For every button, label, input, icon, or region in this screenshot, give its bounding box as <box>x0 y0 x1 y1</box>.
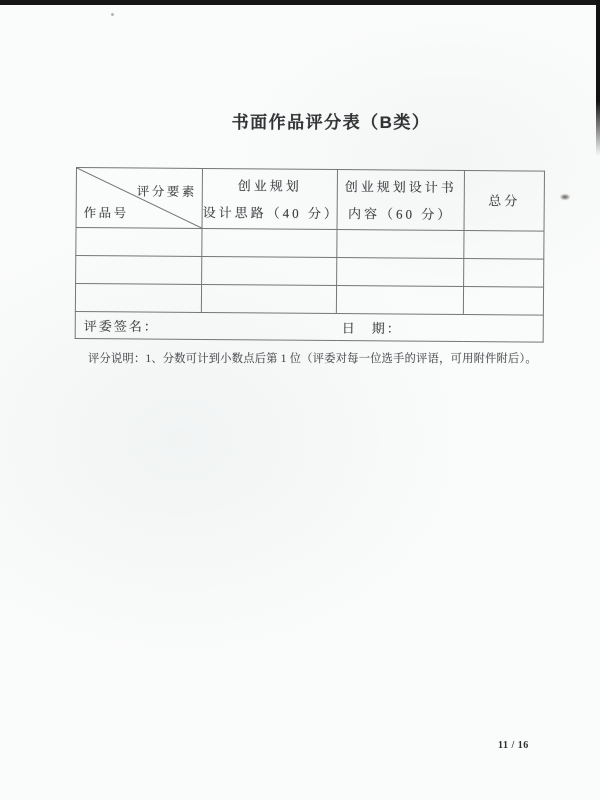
scan-speck <box>111 13 114 16</box>
column-header-line: 设计思路（40 分） <box>202 204 340 221</box>
signature-date-cell <box>75 311 543 342</box>
table-row <box>75 284 543 316</box>
table-cell <box>464 259 544 288</box>
document-title: 书面作品评分表（B类） <box>231 113 431 132</box>
table-row <box>76 228 544 260</box>
corner-header-cell <box>76 168 202 229</box>
table-row <box>76 256 544 288</box>
column-header-line: 创业规划 <box>237 177 302 194</box>
scoring-instructions-note: 评分说明：1、分数可计到小数点后第 1 位（评委对每一位选手的评语，可用附件附后）。 <box>88 353 537 365</box>
table-cell <box>337 230 464 259</box>
date-label: 日 期： <box>341 320 402 337</box>
table-cell <box>202 256 337 285</box>
table-cell <box>463 287 543 316</box>
table-footer-row <box>75 311 543 342</box>
table-cell <box>76 228 202 257</box>
scoring-table <box>75 167 545 343</box>
table-cell <box>75 284 201 313</box>
column-header-plan-content <box>337 170 464 231</box>
corner-work-label: 作品号 <box>83 206 129 221</box>
table-header-row <box>76 168 544 232</box>
corner-factor-label: 评分要素 <box>136 184 197 199</box>
scan-smudge-mark <box>560 194 570 200</box>
table-cell <box>76 256 202 285</box>
table-cell <box>337 258 464 287</box>
column-header-line: 创业规划设计书 <box>344 178 457 195</box>
column-header-line: 内容（60 分） <box>347 205 454 222</box>
table-cell <box>201 284 336 313</box>
column-header-design-approach <box>202 168 340 229</box>
column-header-total-score <box>464 171 544 232</box>
table-cell <box>336 286 463 315</box>
table-cell <box>202 228 337 257</box>
judge-signature-label: 评委签名： <box>83 318 159 335</box>
scan-edge-top <box>0 0 600 5</box>
table-cell <box>464 231 544 260</box>
page-number: 11 / 16 <box>498 740 529 751</box>
column-header-line: 总分 <box>488 193 521 209</box>
